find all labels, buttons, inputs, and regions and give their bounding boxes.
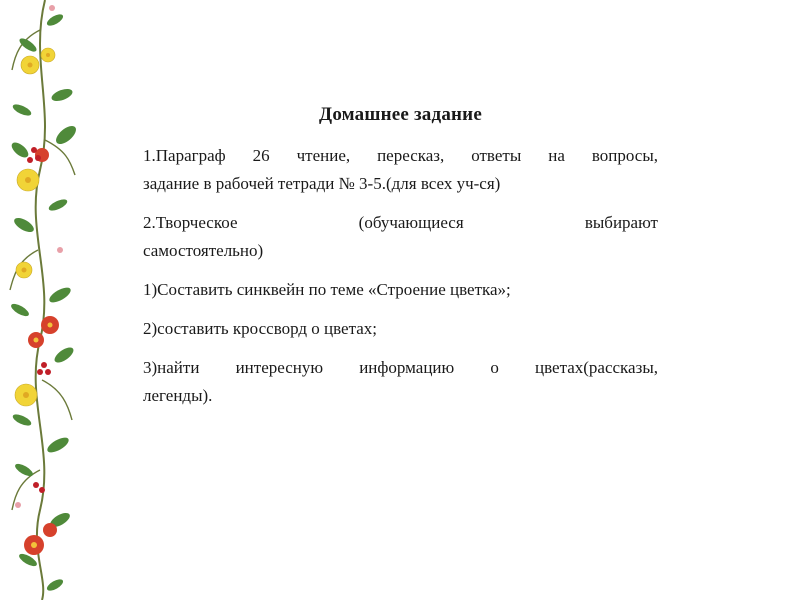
assignment-line: 3)найти интересную информацию о цветах(рассказы,: [143, 358, 658, 377]
assignment-line: 1.Параграф 26 чтение, пересказ, ответы на вопросы,: [143, 146, 658, 165]
assignment-paragraph-creative: [143, 209, 658, 265]
assignment-option-research: [143, 354, 658, 410]
homework-slide: [143, 104, 658, 421]
assignment-paragraph-reading: [143, 142, 658, 198]
floral-vine-icon: [0, 0, 90, 600]
assignment-line: 1)Составить синквейн по теме «Строение цветка»;: [143, 280, 511, 299]
assignment-line: задание в рабочей тетради № 3-5.(для всех уч-ся): [143, 174, 501, 193]
assignment-option-cinquain: [143, 276, 658, 304]
assignment-line: самостоятельно): [143, 241, 264, 260]
assignment-line: 2.Творческое (обучающиеся выбирают: [143, 213, 658, 232]
assignment-option-crossword: [143, 315, 658, 343]
assignment-line: 2)составить кроссворд о цветах;: [143, 319, 377, 338]
assignment-line: легенды).: [143, 386, 213, 405]
slide-title: Домашнее задание: [319, 104, 482, 125]
